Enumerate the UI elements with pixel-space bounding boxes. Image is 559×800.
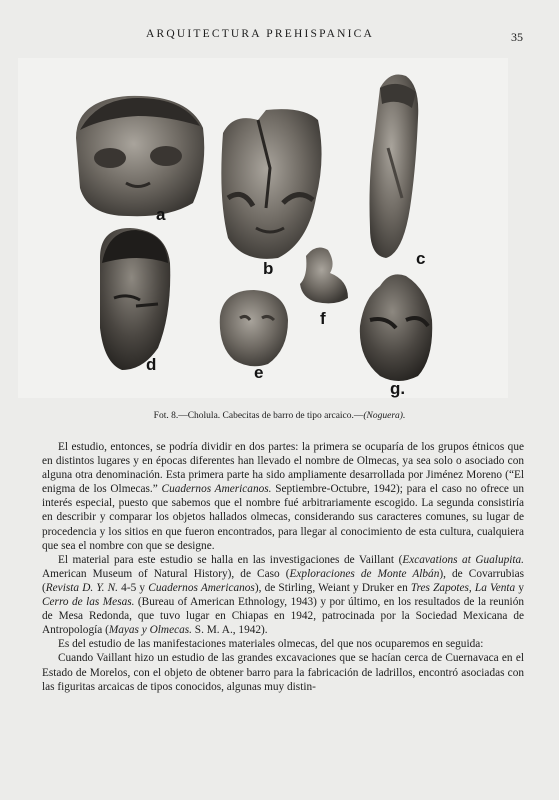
photo-plate	[18, 58, 508, 398]
italic-title: Cuadernos Americanos	[148, 581, 255, 594]
figure-caption	[0, 411, 559, 421]
text-span: El material para este estudio se halla en las investigaciones de Vaillant (	[58, 553, 403, 566]
text-span: ), de Covarrubias (	[42, 567, 525, 594]
text-span: y	[515, 581, 524, 594]
text-span: S. M. A., 1942).	[191, 624, 268, 637]
clay-head-b	[221, 109, 321, 259]
figure-label-d: d	[146, 355, 157, 374]
paragraph-1	[42, 440, 524, 553]
italic-title: Mayas y Olmecas.	[108, 624, 192, 637]
clay-heads-photo	[18, 58, 508, 398]
figure-label-g: g.	[390, 379, 406, 398]
paragraph-3	[42, 637, 524, 651]
paragraph-4	[42, 651, 524, 693]
text-span: American Museum of Natural History), de Caso (	[42, 567, 290, 580]
body-text	[42, 440, 524, 694]
text-span: ), de Stirling, Weiant y Druker en	[254, 581, 411, 594]
italic-title: Cuadernos Americanos.	[161, 483, 272, 496]
italic-title: Tres Zapotes, La Venta	[410, 581, 516, 594]
caption-credit: (Noguera).	[363, 411, 406, 421]
clay-head-e	[220, 290, 288, 366]
text-span: Cuando Vaillant hizo un estudio de las grandes excavaciones que se hacían cerca de Cuernavaca en el Estado de Morelos, con el objeto de obtener barro para la fabricación de ladrillos, encontró asociadas con las figuritas arcaicas de tipos conocidos, algunas muy distin-	[42, 652, 524, 693]
clay-head-d	[100, 228, 170, 370]
running-title: ARQUITECTURA PREHISPANICA	[145, 28, 375, 40]
figure-label-a: a	[156, 205, 166, 224]
paragraph-2	[42, 553, 524, 638]
clay-figure-f	[300, 248, 348, 304]
figure-label-b: b	[263, 259, 274, 278]
text-span: (Bureau of American Ethnology, 1943) y por último, en los resultados de la reunión de Mesa Redonda, que tuvo lugar en Chiapas en 1942, patrocinada por la Sociedad Mexicana de Antropología (	[42, 596, 524, 637]
text-span: El estudio, entonces, se podría dividir en dos partes: la primera se ocuparía de los grupos étnicos que en distintos lugares y en épocas diferentes han llevado el nombre de Olmecas, ya sea solo o asociado con alguna otra denominación. Esta primera parte ha sido ampliamente desarrollada por Jiménez Moreno (“El enigma de los Olmecas.”	[42, 441, 524, 496]
clay-head-a	[76, 96, 204, 216]
figure-label-c: c	[416, 249, 426, 268]
page-number: 35	[511, 30, 523, 44]
italic-title: Excavations at Gualupita.	[402, 553, 524, 566]
text-span: Es del estudio de las manifestaciones materiales olmecas, del que nos ocuparemos en seguida:	[58, 638, 484, 651]
figure-label-f: f	[320, 309, 326, 328]
italic-title: Cerro de las Mesas.	[42, 596, 135, 609]
text-span: 4-5 y	[118, 581, 149, 594]
figure-label-e: e	[254, 363, 264, 382]
clay-head-g	[360, 274, 432, 381]
caption-main: Fot. 8.—Cholula. Cabecitas de barro de tipo arcaico.—	[153, 411, 364, 421]
page-header	[0, 26, 559, 46]
text-span: Septiembre-Octubre, 1942); para el caso no ofrece un interés especial, puesto que sabemos que el nombre fué arbitrariamente escogido. La segunda consistiría en describir y comparar los objetos hallados olmecas, considerando sus caracteres comunes, su lugar de procedencia y los sitios en que fueron encontrados, para llegar al conocimiento de esta cultura, cualquiera que sea el nombre con que se designe.	[42, 483, 524, 552]
italic-title: Exploraciones de Monte Albán	[289, 567, 440, 580]
italic-title: Revista D. Y. N.	[45, 581, 118, 594]
clay-figure-c	[370, 75, 419, 259]
